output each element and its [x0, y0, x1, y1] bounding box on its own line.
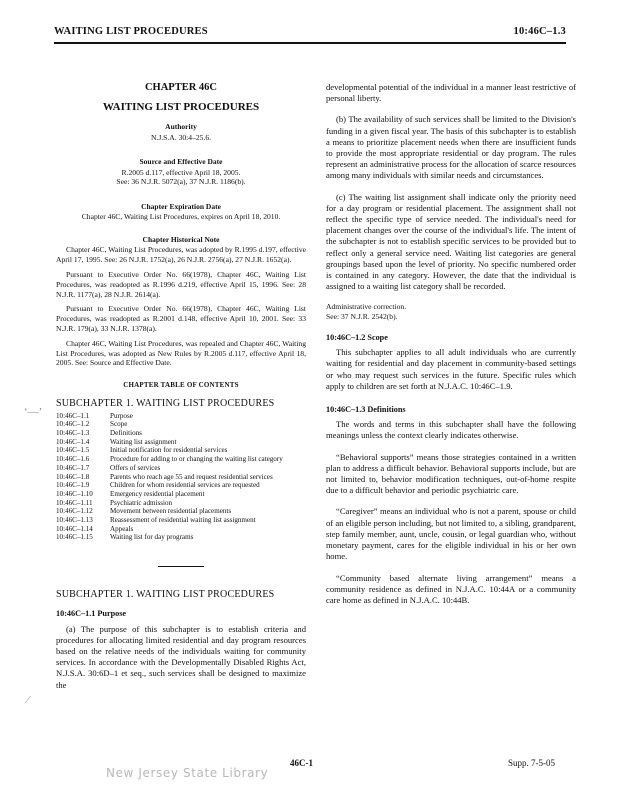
toc-section-title: Initial notification for residential services: [110, 446, 228, 455]
toc-section-number: 10:46C–1.12: [56, 507, 93, 516]
margin-mark: ‘—’: [24, 406, 43, 418]
source-text: R.2005 d.117, effective April 18, 2005.: [121, 167, 241, 177]
header-title: WAITING LIST PROCEDURES: [54, 26, 208, 37]
toc-section-title: Appeals: [110, 524, 134, 533]
section-heading: 10:46C–1.1 Purpose: [56, 609, 127, 619]
toc-entry: [56, 507, 306, 516]
margin-mark: ⁄: [27, 694, 29, 706]
section-heading: 10:46C–1.2 Scope: [326, 333, 388, 343]
section-paragraph: This subchapter applies to all adult individuals who are currently waiting for residential and day placement in community-based settings or who may request such services in the future. Specific rules which apply to children are set forth at N.J.A.C. 10:46C–1.9.: [326, 347, 576, 391]
toc-section-number: 10:46C–1.4: [56, 437, 90, 446]
toc-section-title: Movement between residential placements: [110, 507, 232, 516]
continued-paragraph: developmental potential of the individual in a manner least restrictive of personal liberty.: [326, 82, 576, 104]
subchapter-heading: SUBCHAPTER 1. WAITING LIST PROCEDURES: [56, 589, 275, 601]
expiration-text: Chapter 46C, Waiting List Procedures, expires on April 18, 2010.: [81, 212, 281, 222]
toc-entry: [56, 533, 306, 542]
authority-text: N.J.S.A. 30:4–25.6.: [150, 132, 212, 142]
running-header: [54, 22, 566, 44]
toc-section-title: Purpose: [110, 411, 133, 420]
toc-section-number: 10:46C–1.6: [56, 455, 90, 464]
toc-entry: [56, 525, 306, 534]
toc-entry: [56, 455, 306, 464]
section-paragraph: (b) The availability of such services shall be limited to the Division's funding in a given fiscal year. The basis of this subchapter is to establish a means to prioritize placement needs when there are insufficient funds to provide the most appropriate residential or day program. The rules represent an administrative process for the allocation of scarce resources among many individuals with similar needs and circumstances.: [326, 114, 576, 181]
toc-section-number: 10:46C–1.3: [56, 428, 90, 437]
section-paragraph: The words and terms in this subchapter shall have the following meanings unless the context clearly indicates otherwise.: [326, 419, 576, 441]
toc-entry: [56, 490, 306, 499]
toc-section-title: Waiting list for day programs: [110, 533, 194, 542]
expiration-heading: Chapter Expiration Date: [141, 202, 221, 212]
right-column: [326, 82, 576, 606]
toc-section-number: 10:46C–1.10: [56, 489, 93, 498]
chapter-number: CHAPTER 46C: [144, 82, 218, 93]
toc-section-number: 10:46C–1.11: [56, 498, 93, 507]
toc-section-number: 10:46C–1.9: [56, 481, 90, 490]
toc-entry: [56, 516, 306, 525]
section-paragraph: (a) The purpose of this subchapter is to establish criteria and procedures for allocating limited residential and day program resources based on the relative needs of the individuals waiting for community services. In accordance with the Developmentally Disabled Rights Act, N.J.S.A. 30:6D–1 et seq., such services shall be designed to maximize the: [56, 623, 306, 690]
definition: “Caregiver” means an individual who is not a parent, spouse or child of an eligible person including, but not limited to, a sibling, grandparent, step family member, aunt, uncle, cousin, or legal guardian who, without monetary payment, cares for the eligible individual in his or her own home.: [326, 506, 576, 562]
history-heading: Chapter Historical Note: [142, 235, 220, 245]
toc-section-title: Waiting list assignment: [110, 437, 177, 446]
history-note: Pursuant to Executive Order No. 66(1978), Chapter 46C, Waiting List Procedures, was readopted as R.1996 d.219, effective April 15, 1996. See: 28 N.J.R. 1177(a), 28 N.J.R. 2614(a).: [56, 270, 306, 299]
toc-section-title: Parents who reach age 55 and request residential services: [110, 472, 273, 481]
header-section-number: 10:46C–1.3: [513, 26, 566, 37]
toc-section-title: Psychiatric admission: [110, 498, 173, 507]
toc-section-title: Offers of services: [110, 463, 161, 472]
toc-section-number: 10:46C–1.5: [56, 446, 90, 455]
definition: “Community based alternate living arrangement” means a community residence as defined in N.J.A.C. 10:44A or a community care home as defined in N.J.A.C. 10:44B.: [326, 572, 576, 605]
table-of-contents: [56, 412, 306, 543]
toc-section-number: 10:46C–1.14: [56, 524, 93, 533]
toc-section-number: 10:46C–1.7: [56, 463, 90, 472]
toc-subchapter-heading: SUBCHAPTER 1. WAITING LIST PROCEDURES: [56, 398, 275, 410]
toc-section-title: Definitions: [110, 428, 142, 437]
page-number: 46C-1: [290, 758, 313, 768]
chapter-title: WAITING LIST PROCEDURES: [102, 101, 260, 114]
library-watermark: New Jersey State Library: [106, 766, 269, 780]
toc-section-number: 10:46C–1.15: [56, 533, 93, 542]
toc-section-number: 10:46C–1.2: [56, 420, 90, 429]
toc-section-title: Emergency residential placement: [110, 489, 205, 498]
divider: [158, 566, 204, 567]
toc-entry: [56, 464, 306, 473]
toc-entry: [56, 481, 306, 490]
toc-section-title: Scope: [110, 420, 128, 429]
toc-section-title: Reassessment of residential waiting list assignment: [110, 516, 256, 525]
toc-entry: [56, 438, 306, 447]
source-heading: Source and Effective Date: [139, 157, 223, 167]
section-heading: 10:46C–1.3 Definitions: [326, 405, 406, 415]
toc-entry: [56, 446, 306, 455]
history-note: Chapter 46C, Waiting List Procedures, was repealed and Chapter 46C, Waiting List Procedures, was adopted as New Rules by R.2005 d.117, effective April 18, 2005. See: Source and Effective Date.: [56, 338, 306, 368]
toc-entry: [56, 499, 306, 508]
toc-section-title: Procedure for adding to or changing the waiting list category: [110, 455, 283, 464]
toc-title: CHAPTER TABLE OF CONTENTS: [123, 381, 239, 390]
toc-entry: [56, 412, 306, 421]
supplement-date: Supp. 7-5-05: [508, 758, 555, 768]
toc-entry: [56, 473, 306, 482]
authority-heading: Authority: [165, 122, 197, 132]
toc-entry: [56, 429, 306, 438]
toc-section-title: Children for whom residential services are requested: [110, 481, 260, 490]
admin-note: Administrative correction.: [326, 302, 407, 312]
history-note: Chapter 46C, Waiting List Procedures, was adopted by R.1995 d.197, effective April 17, 1995. See: 26 N.J.R. 1752(a), 26 N.J.R. 2756(a), 27 N.J.R. 1652(a).: [56, 245, 306, 265]
toc-entry: [56, 420, 306, 429]
left-column: [56, 82, 306, 691]
admin-note: See: 37 N.J.R. 2542(b).: [326, 312, 398, 322]
toc-section-number: 10:46C–1.1: [56, 411, 90, 420]
toc-section-number: 10:46C–1.8: [56, 472, 90, 481]
history-note: Pursuant to Executive Order No. 66(1978), Chapter 46C, Waiting List Procedures, was readopted as R.2001 d.148, effective April 10, 2001. See: 33 N.J.R. 179(a), 33 N.J.R. 1378(a).: [56, 304, 306, 333]
toc-section-number: 10:46C–1.13: [56, 516, 93, 525]
source-text: See: 36 N.J.R. 5072(a), 37 N.J.R. 1186(b).: [116, 177, 246, 187]
section-paragraph: (c) The waiting list assignment shall indicate only the priority need for a day program or residential placement. The assignment shall not reflect the specific type of service needed. The individual's need for placement changes over the course of the individual's life. The intent of the subchapter is not to establish specific services to be provided but to reflect only a general service need. Waiting list categories are general groupings based upon the level of priority. No specific numbered order is contained in any category. However, the date that the individual is assigned to a waiting list category shall be recorded.: [326, 191, 576, 292]
definition: “Behavioral supports” means those strategies contained in a written plan to address a difficult behavior. Behavioral supports include, but are not limited to, behavior modification techniques, out-of-home respite due to a difficult behavior and periodic psychiatric care.: [326, 451, 576, 496]
